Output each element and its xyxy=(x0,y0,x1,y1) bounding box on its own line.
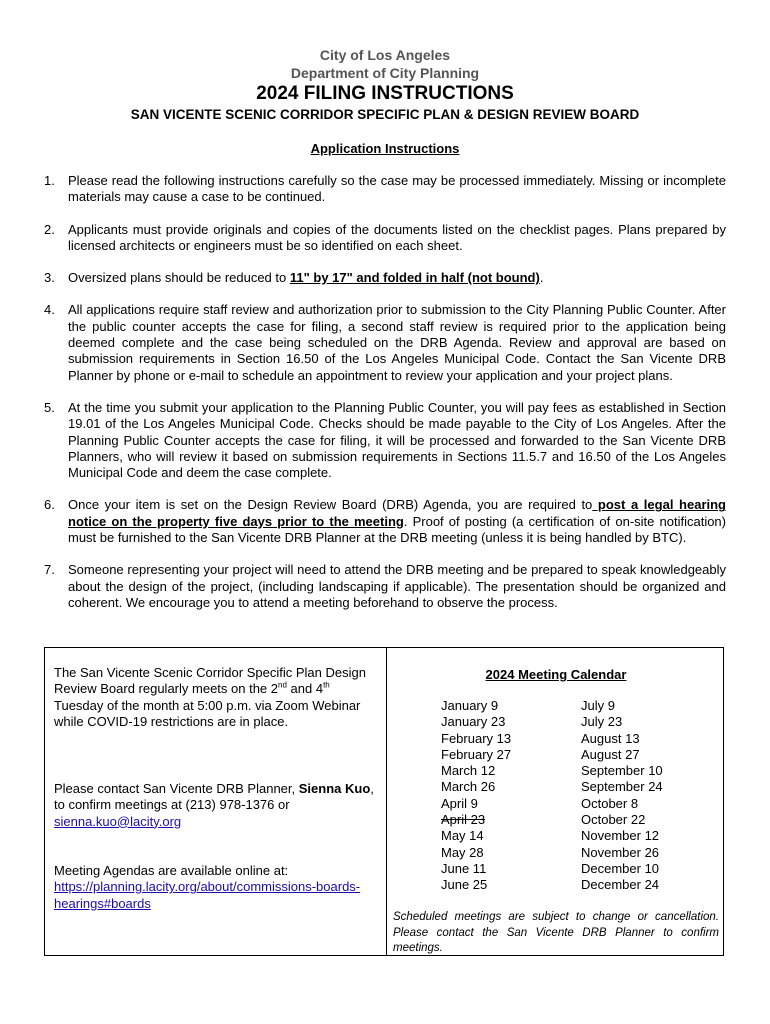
meeting-date: August 13 xyxy=(581,730,640,746)
instruction-item-5 xyxy=(44,400,726,481)
agenda-url-link[interactable]: https://planning.lacity.org/about/commissions-boards-hearings#boards xyxy=(54,879,361,911)
planner-email-link[interactable]: sienna.kuo@lacity.org xyxy=(54,813,182,829)
item-text: At the time you submit your application to the Planning Public Counter, you will pay fees as established in Section 19.01 of the Los Angeles Municipal Code. Checks should be made payable to the City of Los Angeles. After the Planning Public Counter accepts the case for filing, it will be processed and forwarded to the San Vicente DRB Planners, who will review it based on submission requirements in Sections 11.5.7 and 16.50 of the Los Angeles Municipal Code and deem the case complete. xyxy=(68,399,726,481)
agenda-info-text: Meeting Agendas are available online at: https://planning.lacity.org/about/commissions-boards-hearings#boards xyxy=(54,863,361,911)
item-text-end: . xyxy=(539,270,544,286)
item-text: Someone representing your project will need to attend the DRB meeting and be prepared to speak knowledgeably about the design of the project, (including landscaping if applicable). The presentation should be organized and coherent. We encourage you to attend a meeting beforehand to observe the process. xyxy=(68,562,726,610)
meeting-date: November 12 xyxy=(581,828,660,844)
meeting-date: July 9 xyxy=(581,698,615,713)
meeting-date: May 14 xyxy=(441,828,484,844)
meeting-date: October 8 xyxy=(581,795,639,811)
instruction-item-3 xyxy=(44,270,726,286)
meeting-date: November 26 xyxy=(581,844,660,860)
meeting-date: February 27 xyxy=(441,746,512,762)
meeting-date: September 24 xyxy=(581,779,663,795)
page-title: 2024 FILING INSTRUCTIONS xyxy=(256,83,514,104)
meeting-date: April 9 xyxy=(441,795,478,811)
meeting-date: March 26 xyxy=(441,779,496,795)
item-text: All applications require staff review and authorization prior to submission to the City Planning Public Counter. After the public counter accepts the case for filing, a second staff review is required prior to the application being deemed complete and the case being scheduled on the DRB Agenda. Review and approval are based on submission requirements in Section 16.50 of the Los Angeles Municipal Code. Contact the San Vicente DRB Planner by phone or e-mail to schedule an appointment to review your application and your project plans. xyxy=(68,302,726,383)
meeting-info-box xyxy=(44,647,724,956)
item-number: 2. xyxy=(44,221,55,237)
department-name: Department of City Planning xyxy=(290,65,480,81)
section-heading: Application Instructions xyxy=(310,141,460,156)
meeting-date: October 22 xyxy=(581,812,646,828)
meeting-info-column xyxy=(54,665,374,911)
item-text: Oversized plans should be reduced to xyxy=(68,270,290,286)
instruction-item-7 xyxy=(44,562,726,611)
box-divider xyxy=(386,648,387,955)
calendar-note: Scheduled meetings are subject to change or cancellation. Please contact the San Vicente DRB Planner to confirm meetings. xyxy=(393,911,719,954)
meeting-date: June 11 xyxy=(441,860,487,876)
meeting-date: December 10 xyxy=(581,860,660,876)
item-number: 1. xyxy=(44,173,55,188)
planner-name: Sienna Kuo xyxy=(298,781,371,796)
city-name: City of Los Angeles xyxy=(319,47,451,63)
meeting-date: June 25 xyxy=(441,877,488,893)
meeting-date: March 12 xyxy=(441,763,496,779)
meeting-date: December 24 xyxy=(581,877,660,893)
instruction-item-6 xyxy=(44,497,726,546)
calendar-title: 2024 Meeting Calendar xyxy=(485,667,627,682)
meeting-date: January 23 xyxy=(441,714,506,730)
item-text-end: . Proof of posting (a certification of on-site notification) must be furnished to the San Vicente DRB Planner at the DRB meeting (unless it is being handled by BTC). xyxy=(68,513,726,546)
meeting-date: May 28 xyxy=(441,844,484,860)
instruction-item-1 xyxy=(44,173,726,206)
meeting-date: September 10 xyxy=(581,763,663,779)
item-number: 6. xyxy=(44,497,55,513)
instruction-item-4 xyxy=(44,302,726,383)
page-subtitle: SAN VICENTE SCENIC CORRIDOR SPECIFIC PLAN & DESIGN REVIEW BOARD xyxy=(130,107,640,122)
meeting-date: February 13 xyxy=(441,730,512,746)
meeting-date: July 23 xyxy=(581,714,623,730)
meeting-date: January 9 xyxy=(441,698,499,713)
instruction-item-2 xyxy=(44,222,726,255)
instructions-list xyxy=(44,173,726,627)
calendar-column-jan-jun xyxy=(441,698,511,894)
meeting-schedule-text: The San Vicente Scenic Corridor Specific Plan Design Review Board regularly meets on the 2nd and 4th Tuesday of the month at 5:00 p.m. via Zoom Webinar while COVID-19 restrictions are in place. xyxy=(54,665,366,729)
item-text: Applicants must provide originals and copies of the documents listed on the checklist pages. Plans prepared by licensed architects or engineers must be so identified on each sheet. xyxy=(68,221,726,253)
meeting-date: April 23 xyxy=(441,812,486,828)
item-number: 7. xyxy=(44,562,55,578)
item-emphasis: post a legal hearing notice on the property five days prior to the meeting xyxy=(68,497,727,529)
item-emphasis: 11" by 17" and folded in half (not bound) xyxy=(289,270,540,286)
calendar-column-jul-dec xyxy=(581,698,663,894)
planner-contact-text: Please contact San Vicente DRB Planner, Sienna Kuo, to confirm meetings at (213) 978-1376 or sienna.kuo@lacity.org xyxy=(54,781,374,829)
meeting-date: August 27 xyxy=(581,746,640,762)
item-number: 3. xyxy=(44,270,55,286)
item-number: 5. xyxy=(44,399,55,415)
item-text: Please read the following instructions carefully so the case may be processed immediately. Missing or incomplete materials may cause a case to be continued. xyxy=(68,173,726,205)
item-text: Once your item is set on the Design Review Board (DRB) Agenda, you are required to xyxy=(68,497,593,513)
item-number: 4. xyxy=(44,302,55,318)
